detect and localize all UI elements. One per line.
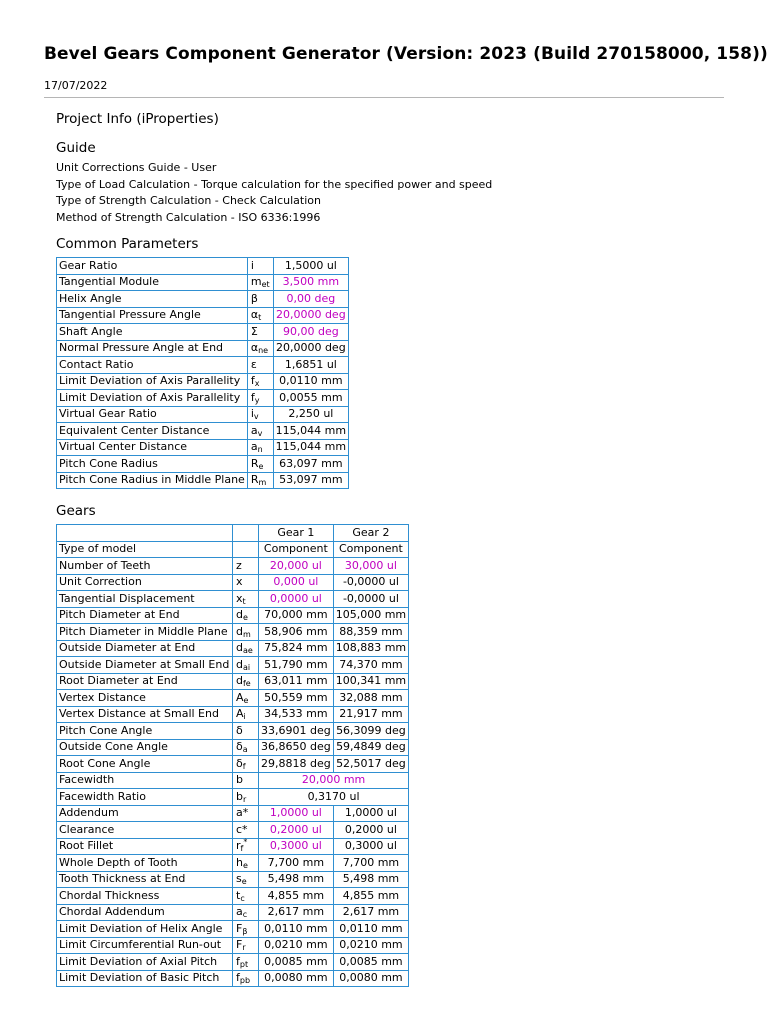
gears-heading: Gears (56, 503, 96, 519)
param-value: 63,097 mm (273, 456, 348, 473)
param-name: Contact Ratio (57, 357, 248, 374)
param-value: 0,0110 mm (273, 373, 348, 390)
guide-list (56, 160, 492, 226)
symbol-cell (233, 558, 259, 575)
symbol-subscript: r (242, 794, 247, 804)
gear1-value: 0,0210 mm (259, 937, 334, 954)
param-name: Pitch Diameter at End (57, 607, 233, 624)
symbol-subscript: et (261, 280, 270, 290)
symbol: z (236, 558, 242, 572)
gear1-value: 7,700 mm (259, 855, 334, 872)
symbol-subscript: pb (239, 976, 251, 986)
symbol-cell (233, 855, 259, 872)
gear-param-row (57, 789, 409, 806)
symbol-subscript: ne (258, 346, 269, 356)
symbol-cell (233, 888, 259, 905)
symbol: m (250, 275, 262, 289)
gear2-value: 0,0210 mm (333, 937, 408, 954)
common-param-row (57, 439, 349, 456)
gear-param-row (57, 954, 409, 971)
param-name: Unit Correction (57, 574, 233, 591)
common-param-row (57, 324, 349, 341)
gear-param-row (57, 838, 409, 855)
symbol: a (236, 905, 243, 919)
gear-param-row (57, 673, 409, 690)
symbol-cell (247, 274, 273, 291)
symbol-subscript: ai (242, 662, 251, 672)
symbol-cell (233, 756, 259, 773)
symbol-subscript: e (258, 461, 264, 471)
gear1-value: 0,0110 mm (259, 921, 334, 938)
symbol: s (236, 872, 242, 886)
common-param-row (57, 258, 349, 275)
symbol-cell (233, 921, 259, 938)
param-name: Vertex Distance (57, 690, 233, 707)
symbol: a (250, 440, 258, 454)
guide-line: Method of Strength Calculation - ISO 6336:1996 (56, 210, 321, 224)
symbol: i (250, 258, 254, 272)
param-name: Chordal Thickness (57, 888, 233, 905)
symbol-cell (233, 640, 259, 657)
symbol-cell (233, 657, 259, 674)
symbol: R (250, 473, 259, 487)
common-param-row (57, 291, 349, 308)
gear1-value: 0,000 ul (259, 574, 334, 591)
gear-param-row (57, 822, 409, 839)
gear1-value: 5,498 mm (259, 871, 334, 888)
gear-param-row (57, 541, 409, 558)
symbol: f (250, 374, 255, 388)
gear-param-row (57, 871, 409, 888)
symbol-cell (247, 472, 273, 489)
symbol-subscript: n (257, 445, 263, 455)
common-param-row (57, 472, 349, 489)
symbol-cell (233, 871, 259, 888)
param-value: 2,250 ul (273, 406, 348, 423)
param-value: 115,044 mm (273, 439, 348, 456)
symbol-subscript: m (242, 629, 251, 639)
common-param-row (57, 373, 349, 390)
param-name: Pitch Cone Angle (57, 723, 233, 740)
gear-param-row (57, 640, 409, 657)
gear2-value: 100,341 mm (333, 673, 408, 690)
symbol-cell (233, 937, 259, 954)
gear1-value: 29,8818 deg (259, 756, 334, 773)
gear1-value: 0,3000 ul (259, 838, 334, 855)
gear1-value: Component (259, 541, 334, 558)
common-parameters-heading: Common Parameters (56, 236, 199, 252)
gear1-value: 63,011 mm (259, 673, 334, 690)
symbol-cell (233, 624, 259, 641)
symbol: β (250, 291, 258, 305)
guide-line: Type of Strength Calculation - Check Calculation (56, 194, 321, 207)
gear-param-row (57, 970, 409, 987)
symbol-subscript: e (242, 613, 248, 623)
gears-table (56, 524, 409, 987)
symbol-subscript: v (253, 412, 259, 422)
gear-param-row (57, 921, 409, 938)
gear-param-row (57, 607, 409, 624)
gear2-value: 74,370 mm (333, 657, 408, 674)
param-name: Root Diameter at End (57, 673, 233, 690)
guide-heading: Guide (56, 140, 96, 156)
gear-param-row (57, 756, 409, 773)
gear1-value: 75,824 mm (259, 640, 334, 657)
symbol-cell (247, 423, 273, 440)
symbol: f (250, 390, 255, 404)
gear1-value: 4,855 mm (259, 888, 334, 905)
symbol: t (236, 888, 241, 902)
gear1-value: 0,2000 ul (259, 822, 334, 839)
common-param-row (57, 390, 349, 407)
guide-line: Type of Load Calculation - Torque calculation for the specified power and speed (56, 177, 493, 191)
param-value: 0,0055 mm (273, 390, 348, 407)
gear-param-row (57, 558, 409, 575)
param-value: 20,0000 deg (273, 340, 348, 357)
gear1-header: Gear 1 (259, 525, 334, 542)
gear2-value: -0,0000 ul (333, 591, 408, 608)
symbol: d (236, 624, 243, 638)
gear2-value: 56,3099 deg (333, 723, 408, 740)
symbol-cell (247, 406, 273, 423)
param-name: Pitch Diameter in Middle Plane (57, 624, 233, 641)
param-name: Whole Depth of Tooth (57, 855, 233, 872)
gear2-header: Gear 2 (333, 525, 408, 542)
param-value: 115,044 mm (273, 423, 348, 440)
symbol: r (236, 839, 241, 853)
symbol-cell (247, 456, 273, 473)
param-name: Virtual Gear Ratio (57, 406, 248, 423)
gear-param-row (57, 591, 409, 608)
param-name: Addendum (57, 805, 233, 822)
gears-header-row (57, 525, 409, 542)
gear-param-row (57, 574, 409, 591)
param-name: Normal Pressure Angle at End (57, 340, 248, 357)
symbol: δ (236, 723, 243, 737)
symbol-cell (233, 706, 259, 723)
gear-param-row (57, 888, 409, 905)
gear1-value: 1,0000 ul (259, 805, 334, 822)
symbol-cell (247, 324, 273, 341)
symbol-cell (233, 541, 259, 558)
symbol: h (236, 855, 243, 869)
symbol-cell (233, 789, 259, 806)
param-name: Number of Teeth (57, 558, 233, 575)
gear-param-row (57, 723, 409, 740)
gear-param-row (57, 657, 409, 674)
combined-value: 0,3170 ul (259, 789, 409, 806)
symbol: d (236, 608, 243, 622)
param-name: Tangential Pressure Angle (57, 307, 248, 324)
param-name: Type of model (57, 541, 233, 558)
gear2-value: 105,000 mm (333, 607, 408, 624)
gear2-value: 1,0000 ul (333, 805, 408, 822)
gear2-value: 2,617 mm (333, 904, 408, 921)
symbol-subscript: f (240, 844, 244, 854)
param-name: Facewidth Ratio (57, 789, 233, 806)
symbol-subscript: m (258, 478, 267, 488)
param-name: Outside Cone Angle (57, 739, 233, 756)
gear1-value: 34,533 mm (259, 706, 334, 723)
param-name: Root Cone Angle (57, 756, 233, 773)
param-name: Gear Ratio (57, 258, 248, 275)
param-name: Limit Deviation of Axis Parallelity (57, 373, 248, 390)
param-value: 1,6851 ul (273, 357, 348, 374)
symbol-subscript: fe (242, 679, 251, 689)
param-name: Tooth Thickness at End (57, 871, 233, 888)
param-name: Pitch Cone Radius in Middle Plane (57, 472, 248, 489)
symbol: A (236, 690, 244, 704)
symbol: α (250, 308, 259, 322)
guide-line: Unit Corrections Guide - User (56, 161, 217, 174)
param-value: 53,097 mm (273, 472, 348, 489)
gear1-value: 0,0080 mm (259, 970, 334, 987)
symbol-subscript: e (242, 860, 248, 870)
gear2-value: 0,2000 ul (333, 822, 408, 839)
symbol: a (250, 423, 258, 437)
header-cell (57, 525, 233, 542)
symbol-subscript: t (258, 313, 262, 323)
param-name: Shaft Angle (57, 324, 248, 341)
symbol-cell (233, 723, 259, 740)
symbol: c* (236, 822, 248, 836)
symbol-subscript: c (242, 910, 248, 920)
gear2-value: 0,0080 mm (333, 970, 408, 987)
param-value: 20,0000 deg (273, 307, 348, 324)
param-value: 1,5000 ul (273, 258, 348, 275)
param-name: Root Fillet (57, 838, 233, 855)
param-name: Limit Deviation of Basic Pitch (57, 970, 233, 987)
symbol-cell (233, 772, 259, 789)
gear2-value: 88,359 mm (333, 624, 408, 641)
gear2-value: 0,0085 mm (333, 954, 408, 971)
symbol-cell (233, 838, 259, 855)
symbol: δ (236, 740, 243, 754)
symbol-cell (233, 607, 259, 624)
gear1-value: 51,790 mm (259, 657, 334, 674)
project-info-heading: Project Info (iProperties) (56, 111, 219, 127)
common-param-row (57, 456, 349, 473)
symbol: δ (236, 756, 243, 770)
gear-param-row (57, 706, 409, 723)
param-name: Outside Diameter at End (57, 640, 233, 657)
gear2-value: 108,883 mm (333, 640, 408, 657)
symbol-subscript: e (241, 877, 247, 887)
gear-param-row (57, 805, 409, 822)
common-param-row (57, 423, 349, 440)
symbol-cell (247, 373, 273, 390)
symbol: b (236, 789, 243, 803)
gear-param-row (57, 904, 409, 921)
param-name: Clearance (57, 822, 233, 839)
param-name: Limit Deviation of Axis Parallelity (57, 390, 248, 407)
gear1-value: 58,906 mm (259, 624, 334, 641)
symbol-subscript: pt (239, 959, 249, 969)
symbol-cell (233, 673, 259, 690)
gear-param-row (57, 772, 409, 789)
symbol-subscript: i (243, 712, 246, 722)
symbol: d (236, 641, 243, 655)
common-param-row (57, 274, 349, 291)
symbol-subscript: β (242, 926, 248, 936)
gear2-value: 5,498 mm (333, 871, 408, 888)
param-name: Limit Deviation of Helix Angle (57, 921, 233, 938)
gear1-value: 2,617 mm (259, 904, 334, 921)
param-value: 90,00 deg (273, 324, 348, 341)
gear2-value: 21,917 mm (333, 706, 408, 723)
symbol-cell (233, 574, 259, 591)
param-name: Virtual Center Distance (57, 439, 248, 456)
param-name: Helix Angle (57, 291, 248, 308)
symbol-cell (247, 258, 273, 275)
symbol-subscript: c (240, 893, 245, 903)
param-name: Vertex Distance at Small End (57, 706, 233, 723)
symbol: F (236, 938, 243, 952)
symbol-cell (233, 690, 259, 707)
param-value: 3,500 mm (273, 274, 348, 291)
gear2-value: 4,855 mm (333, 888, 408, 905)
symbol-subscript: f (242, 761, 246, 771)
symbol-cell (247, 307, 273, 324)
symbol: x (236, 575, 243, 589)
gear1-value: 20,000 ul (259, 558, 334, 575)
symbol: A (236, 707, 244, 721)
symbol-subscript: y (254, 395, 260, 405)
symbol-cell (247, 439, 273, 456)
gear2-value: 0,3000 ul (333, 838, 408, 855)
gear2-value: Component (333, 541, 408, 558)
gear1-value: 0,0085 mm (259, 954, 334, 971)
symbol: α (250, 341, 259, 355)
param-name: Tangential Module (57, 274, 248, 291)
gear2-value: 30,000 ul (333, 558, 408, 575)
symbol-subscript: v (257, 428, 263, 438)
symbol: i (250, 407, 254, 421)
symbol-superscript: * (243, 837, 248, 847)
symbol: d (236, 674, 243, 688)
gear2-value: -0,0000 ul (333, 574, 408, 591)
gear2-value: 7,700 mm (333, 855, 408, 872)
symbol-subscript: r (242, 943, 246, 953)
symbol-cell (233, 904, 259, 921)
header-cell (233, 525, 259, 542)
gear2-value: 0,0110 mm (333, 921, 408, 938)
symbol: R (250, 456, 259, 470)
common-param-row (57, 357, 349, 374)
symbol-subscript: ae (242, 646, 253, 656)
param-name: Facewidth (57, 772, 233, 789)
gear1-value: 70,000 mm (259, 607, 334, 624)
param-name: Limit Circumferential Run-out (57, 937, 233, 954)
symbol: Σ (250, 324, 258, 338)
param-name: Limit Deviation of Axial Pitch (57, 954, 233, 971)
common-param-row (57, 340, 349, 357)
gear2-value: 32,088 mm (333, 690, 408, 707)
symbol-cell (247, 340, 273, 357)
symbol-subscript: a (242, 745, 248, 755)
param-name: Outside Diameter at Small End (57, 657, 233, 674)
symbol-cell (233, 591, 259, 608)
gear-param-row (57, 624, 409, 641)
symbol: F (236, 921, 243, 935)
param-name: Pitch Cone Radius (57, 456, 248, 473)
symbol-cell (233, 970, 259, 987)
header-divider (44, 97, 724, 98)
symbol-cell (233, 805, 259, 822)
symbol-subscript: e (243, 695, 249, 705)
symbol-cell (233, 739, 259, 756)
gear-param-row (57, 855, 409, 872)
common-parameters-table (56, 257, 349, 489)
symbol: x (236, 591, 243, 605)
gear-param-row (57, 690, 409, 707)
symbol-subscript: x (254, 379, 260, 389)
gear-param-row (57, 937, 409, 954)
param-name: Chordal Addendum (57, 904, 233, 921)
gear2-value: 59,4849 deg (333, 739, 408, 756)
gear1-value: 50,559 mm (259, 690, 334, 707)
symbol-subscript: t (242, 596, 246, 606)
symbol-cell (247, 390, 273, 407)
symbol: f (236, 971, 240, 985)
gear-param-row (57, 739, 409, 756)
symbol-cell (233, 954, 259, 971)
symbol-cell (233, 822, 259, 839)
symbol: b (236, 773, 243, 787)
report-date: 17/07/2022 (44, 79, 108, 92)
param-value: 0,00 deg (273, 291, 348, 308)
symbol: d (236, 657, 243, 671)
common-param-row (57, 307, 349, 324)
common-param-row (57, 406, 349, 423)
gear1-value: 33,6901 deg (259, 723, 334, 740)
param-name: Equivalent Center Distance (57, 423, 248, 440)
symbol: f (236, 954, 240, 968)
report-title: Bevel Gears Component Generator (Version: 2023 (Build 270158000, 158)) (44, 44, 768, 64)
symbol-cell (247, 357, 273, 374)
param-name: Tangential Displacement (57, 591, 233, 608)
gear1-value: 36,8650 deg (259, 739, 334, 756)
gear2-value: 52,5017 deg (333, 756, 408, 773)
symbol: ε (250, 357, 257, 371)
combined-value: 20,000 mm (259, 772, 409, 789)
gear1-value: 0,0000 ul (259, 591, 334, 608)
symbol: a* (236, 806, 249, 820)
symbol-cell (247, 291, 273, 308)
